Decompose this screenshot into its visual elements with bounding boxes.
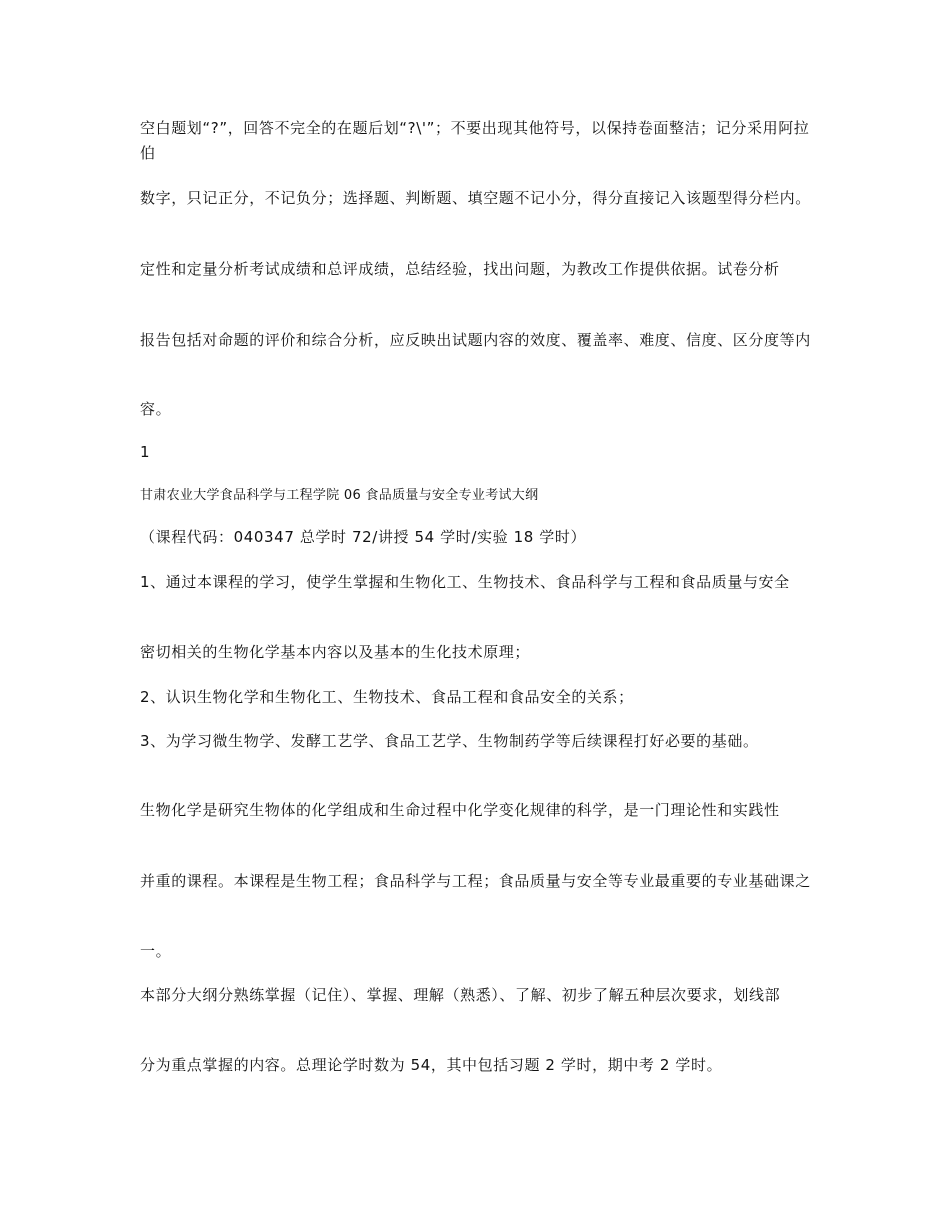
paragraph-analysis: 定性和定量分析考试成绩和总评成绩，总结经验，找出问题，为教改工作提供依据。试卷分析 bbox=[140, 260, 780, 278]
course-code-line: （课程代码：040347 总学时 72/讲授 54 学时/实验 18 学时） bbox=[140, 528, 587, 546]
page-number: 1 bbox=[140, 443, 151, 461]
objective-1-cont: 密切相关的生物化学基本内容以及基本的生化技术原理； bbox=[140, 643, 531, 661]
paragraph-scoring-rules: 数字，只记正分，不记负分；选择题、判断题、填空题不记小分，得分直接记入该题型得分栏内。 bbox=[140, 189, 811, 207]
syllabus-title: 甘肃农业大学食品科学与工程学院 06 食品质量与安全专业考试大纲 bbox=[140, 488, 539, 503]
paragraph-report-end: 容。 bbox=[140, 400, 172, 418]
syllabus-levels: 本部分大纲分熟练掌握（记住）、掌握、理解（熟悉）、了解、初步了解五种层次要求，划线部 bbox=[140, 986, 781, 1004]
course-description: 生物化学是研究生物体的化学组成和生命过程中化学变化规律的科学，是一门理论性和实践性 bbox=[140, 801, 780, 819]
syllabus-hours: 分为重点掌握的内容。总理论学时数为 54，其中包括习题 2 学时，期中考 2 学时。 bbox=[140, 1056, 723, 1074]
course-description-end: 一。 bbox=[140, 942, 172, 960]
objective-3: 3、为学习微生物学、发酵工艺学、食品工艺学、生物制药学等后续课程打好必要的基础。 bbox=[140, 732, 759, 750]
objective-2: 2、认识生物化学和生物化工、生物技术、食品工程和食品安全的关系； bbox=[140, 688, 634, 706]
course-description-cont: 并重的课程。本课程是生物工程；食品科学与工程；食品质量与安全等专业最重要的专业基础课之 bbox=[140, 872, 811, 890]
objective-1: 1、通过本课程的学习，使学生掌握和生物化工、生物技术、食品科学与工程和食品质量与安全 bbox=[140, 573, 790, 591]
paragraph-report: 报告包括对命题的评价和综合分析，应反映出试题内容的效度、覆盖率、难度、信度、区分度等内 bbox=[140, 331, 811, 349]
paragraph-grading-marks: 空白题划“?”，回答不完全的在题后划“?\'”；不要出现其他符号，以保持卷面整洁；记分采用阿拉伯 bbox=[140, 119, 810, 162]
